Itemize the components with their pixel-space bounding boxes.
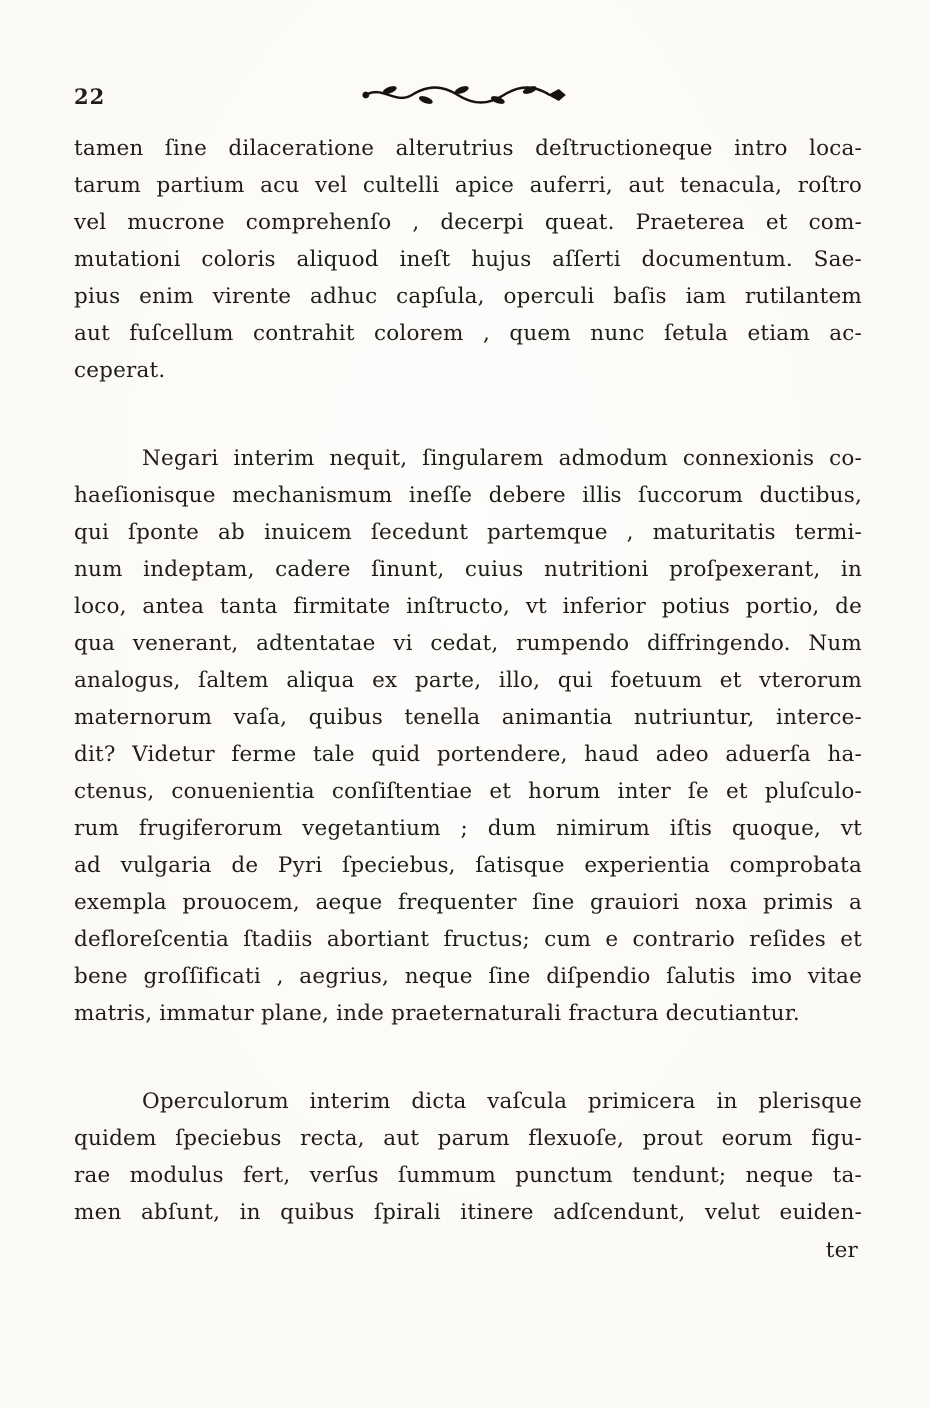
- text-line: qui ſponte ab inuicem ſecedunt partemque , maturitatis termi-: [74, 520, 862, 545]
- text-line: bene groſſificati , aegrius, neque ſine diſpendio ſalutis imo vitae: [74, 964, 862, 989]
- text-line: vel mucrone comprehenſo , decerpi queat. Praeterea et com-: [74, 210, 862, 235]
- fleuron-ornament-icon: [360, 84, 570, 106]
- text-line: mutationi coloris aliquod ineſt hujus aſſerti documentum. Sae-: [74, 247, 862, 272]
- text-line: qua venerant, adtentatae vi cedat, rumpendo diffringendo. Num: [74, 631, 862, 656]
- text-line: ceperat.: [74, 358, 166, 383]
- text-line: analogus, ſaltem aliqua ex parte, illo, qui foetuum et vterorum: [74, 668, 862, 693]
- text-line: Negari interim nequit, ſingularem admodum connexionis co-: [142, 446, 862, 471]
- paragraph-3: [74, 1083, 862, 1231]
- text-line: ad vulgaria de Pyri ſpeciebus, ſatisque experientia comprobata: [74, 853, 862, 878]
- text-line: men abſunt, in quibus ſpirali itinere adſcendunt, velut euiden-: [74, 1200, 862, 1225]
- paragraph-2: [74, 440, 862, 1032]
- text-line: aut fuſcellum contrahit colorem , quem nunc ſetula etiam ac-: [74, 321, 862, 346]
- text-line: tamen ſine dilaceratione alterutrius deſtructioneque intro loca-: [74, 136, 862, 161]
- page-header: [74, 82, 864, 112]
- text-line: maternorum vaſa, quibus tenella animantia nutriuntur, interce-: [74, 705, 862, 730]
- text-line: exempla prouocem, aeque frequenter ſine grauiori noxa primis a: [74, 890, 862, 915]
- text-line: haeſionisque mechanismum ineſſe debere illis ſuccorum ductibus,: [74, 483, 862, 508]
- text-line: defloreſcentia ſtadiis abortiant fructus; cum e contrario reſides et: [74, 927, 862, 952]
- text-line: tarum partium acu vel cultelli apice auferri, aut tenacula, roſtro: [74, 173, 862, 198]
- text-line: Operculorum interim dicta vaſcula primicera in plerisque: [142, 1089, 862, 1114]
- paragraph-1: [74, 130, 862, 389]
- text-line: dit? Videtur ferme tale quid portendere, haud adeo aduerſa ha-: [74, 742, 862, 767]
- text-line: matris, immatur plane, inde praeternaturali fractura decutiantur.: [74, 1001, 800, 1026]
- text-line: quidem ſpeciebus recta, aut parum flexuoſe, prout eorum figu-: [74, 1126, 862, 1151]
- text-line: pius enim virente adhuc capſula, operculi baſis iam rutilantem: [74, 284, 862, 309]
- page-number: 22: [74, 84, 106, 109]
- text-line: rum frugiferorum vegetantium ; dum nimirum iſtis quoque, vt: [74, 816, 862, 841]
- text-line: ctenus, conuenientia conſiſtentiae et horum inter ſe et pluſculo-: [74, 779, 862, 804]
- catchword: ter: [825, 1238, 858, 1263]
- text-line: loco, antea tanta firmitate inſtructo, vt inferior potius portio, de: [74, 594, 862, 619]
- body-text: [74, 130, 862, 1269]
- text-line: num indeptam, cadere ſinunt, cuius nutritioni proſpexerant, in: [74, 557, 862, 582]
- text-line: rae modulus fert, verſus ſummum punctum tendunt; neque ta-: [74, 1163, 862, 1188]
